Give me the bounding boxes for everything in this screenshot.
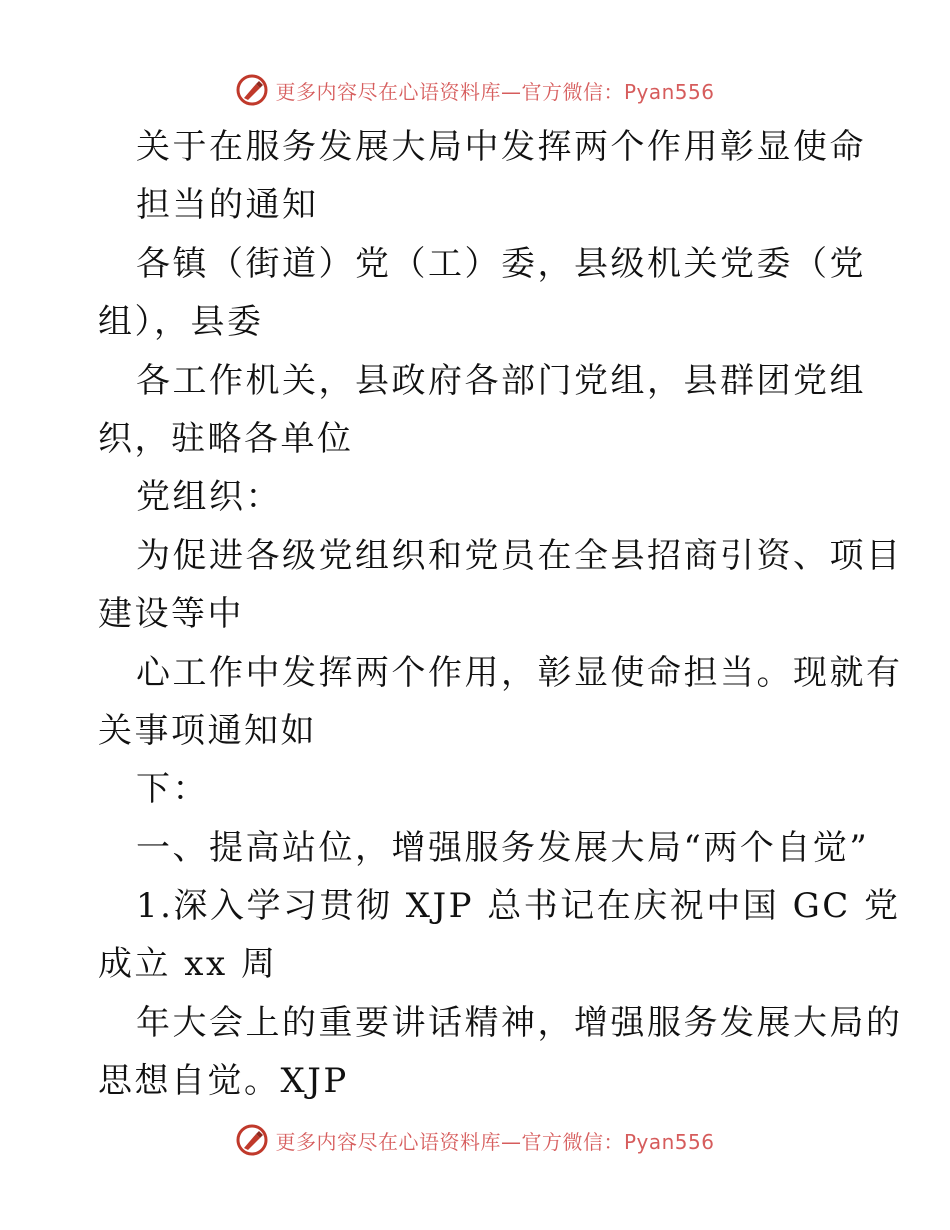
text-line: 年大会上的重要讲话精神，增强服务发展大局的 (136, 1002, 903, 1043)
text-line: 一、提高站位，增强服务发展大局“两个自觉” (136, 827, 870, 868)
text-line: 各工作机关，县政府各部门党组，县群团党组 (136, 360, 866, 401)
pen-logo-icon (235, 1123, 269, 1157)
header-banner (0, 70, 950, 110)
text-line: 1.深入学习贯彻 XJP 总书记在庆祝中国 GC 党 (136, 886, 901, 927)
banner-text: 更多内容尽在心语资料库—官方微信：Pyan556 (275, 1129, 715, 1154)
text-line: 心工作中发挥两个作用，彰显使命担当。现就有 (136, 652, 903, 693)
text-line: 为促进各级党组织和党员在全县招商引资、项目 (136, 535, 903, 576)
text-line: 党组织： (136, 477, 282, 518)
text-line: 织，驻略各单位 (98, 418, 354, 459)
text-line: 关于在服务发展大局中发挥两个作用彰显使命 (136, 127, 866, 167)
text-line: 建设等中 (98, 594, 244, 635)
text-line: 组），县委 (98, 302, 264, 343)
pen-logo-icon (235, 73, 269, 107)
text-line: 担当的通知 (136, 185, 319, 226)
footer-banner (0, 1120, 950, 1160)
text-line: 各镇（街道）党（工）委，县级机关党委（党 (136, 243, 866, 284)
text-line: 下： (136, 769, 209, 810)
text-line: 成立 xx 周 (98, 944, 278, 985)
document-body (98, 118, 903, 1111)
text-line: 思想自觉。XJP (98, 1061, 349, 1102)
banner-text: 更多内容尽在心语资料库—官方微信：Pyan556 (275, 79, 715, 104)
text-line: 关事项通知如 (98, 710, 317, 751)
